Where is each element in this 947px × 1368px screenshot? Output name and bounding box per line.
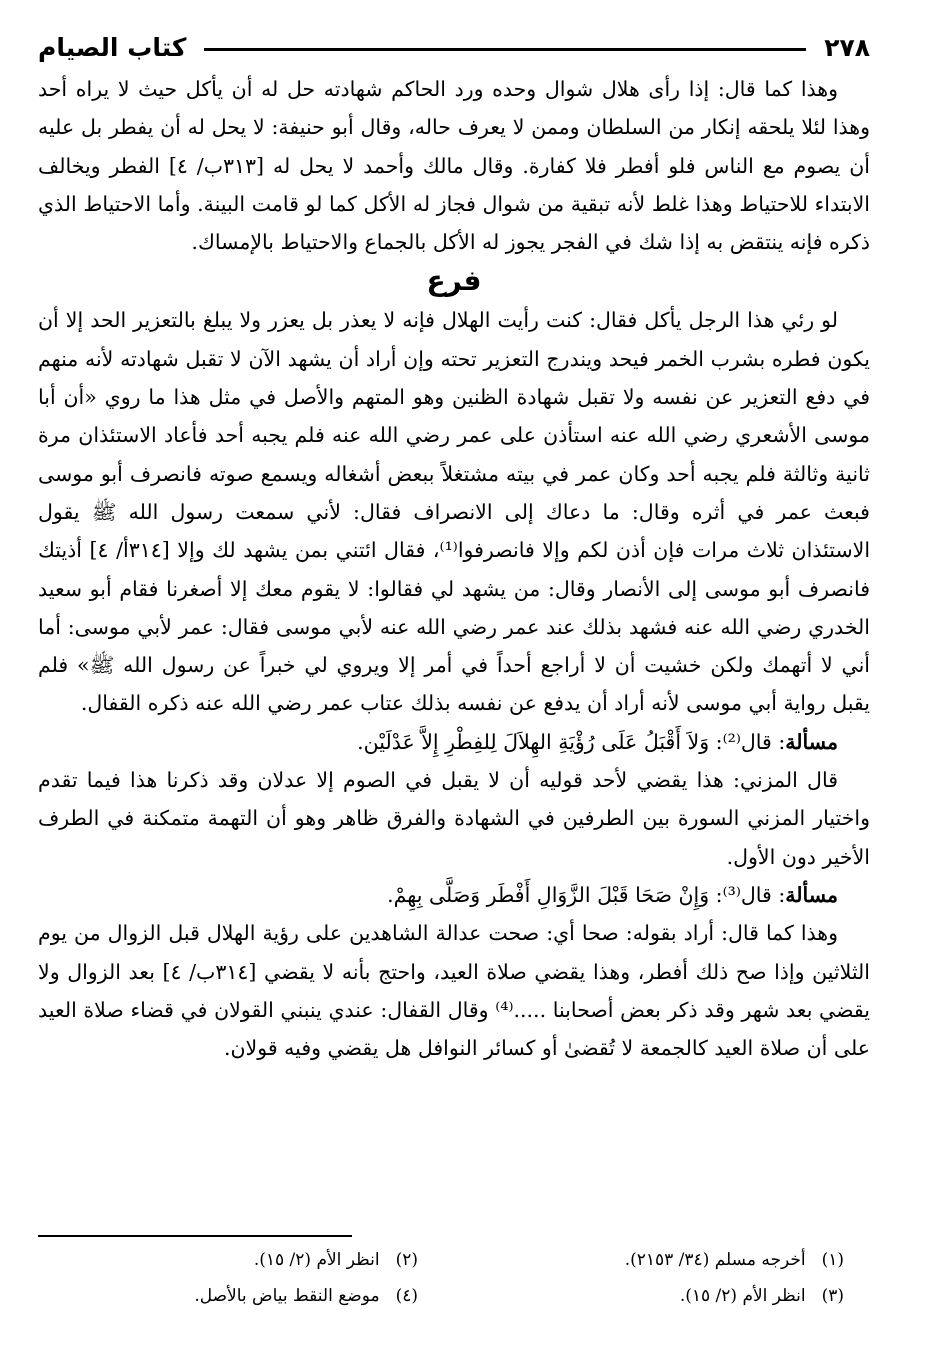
- book-page: [38, 24, 870, 1344]
- footnote-text: انظر الأم (٢/ ١٥).: [253, 1250, 380, 1270]
- masala-2-label: مسألة: [785, 882, 838, 907]
- footnote-2: [38, 1248, 444, 1272]
- footnotes: [38, 1248, 870, 1308]
- footnote-3: [464, 1284, 870, 1308]
- footnote-number: (٣): [821, 1286, 844, 1306]
- footnote-text: أخرجه مسلم (٣٤/ ٢١٥٣).: [624, 1250, 806, 1270]
- footnote-number: (٤): [395, 1286, 418, 1306]
- section-heading: فرع: [426, 264, 482, 298]
- paragraph-4: وهذا كما قال: أراد بقوله: صحا أي: صحت عدالة الشاهدين على رؤية الهلال قبل الزوال من يوم الثلاثين وإذا صح ذلك أفطر، وهذا يقضي صلاة العيد، واحتج بأنه لا يقضي [٣١٤ب/ ٤] بعد الزوال ولا يقضي بعد شهر وقد ذكر بعض أصحابنا .....⁽⁴⁾ وقال القفال: عندي ينبني القولان في قضاء صلاة العيد على أن صلاة العيد كالجمعة لا تُقضىٰ أو كسائر النوافل هل يقضي وفيه قولان.: [38, 921, 870, 1061]
- book-title: كتاب الصيام: [38, 32, 187, 62]
- masala-2: [38, 876, 870, 914]
- paragraph-1: وهذا كما قال: إذا رأى هلال شوال وحده ورد الحاكم شهادته حل له أن يأكل حيث لا يراه أحد وهذا لئلا يلحقه إنكار من السلطان وممن لا يعرف حاله، وقال أبو حنيفة: لا يحل له أن يفطر بل عليه أن يصوم مع الناس فلو أفطر فلا كفارة. وقال مالك وأحمد لا يحل له [٣١٣ب/ ٤] الفطر ويخالف الابتداء للاحتياط وهذا غلط لأنه تبقية من شوال فجاز له الأكل كما لو قامت البينة. وأما الاحتياط الذي ذكره فإنه ينتقض به إذا شك في الفجر يجوز له الأكل بالجماع والاحتياط بالإمساك.: [38, 77, 870, 255]
- paragraph-3: قال المزني: هذا يقضي لأحد قوليه أن لا يقبل في الصوم إلا عدلان وقد ذكرنا هذا فيما تقدم واختيار المزني السورة بين الطرفين في الشهادة والفرق ظاهر وهو أن التهمة متمكنة في الطرف الأخير دون الأول.: [38, 768, 870, 869]
- header-rule: [204, 48, 806, 51]
- footnote-text: موضع النقط بياض بالأصل.: [194, 1286, 380, 1306]
- footnote-number: (١): [821, 1250, 844, 1270]
- masala-1: [38, 723, 870, 761]
- footnote-text: انظر الأم (٢/ ١٥).: [679, 1286, 806, 1306]
- masala-1-label: مسألة: [785, 729, 838, 754]
- footnote-rule: [38, 1235, 352, 1237]
- masala-2-text: : قال⁽³⁾: وَإِنْ صَحَا قَبْلَ الزَّوَالِ أَفْطَر وَصَلَّى بِهِمْ.: [387, 882, 786, 907]
- paragraph-2: لو رئي هذا الرجل يأكل فقال: كنت رأيت الهلال فإنه لا يعذر بل يعزر ولا يبلغ بالتعزير الحد إلا أن يكون فطره بشرب الخمر فيحد ويندرج التعزير تحته وإن أراد أن يشهد الآن لا تقبل شهادته لأنه منهم في دفع التعزير عن نفسه ولا تقبل شهادة الظنين وهو المتهم والأصل في مثل هذا ما روي «أن أبا موسى الأشعري رضي الله عنه استأذن على عمر رضي الله عنه فلم يجبه أحد فأعاد الاستئذان مرة ثانية وثالثة فلم يجبه أحد وكان عمر في بيته مشتغلاً ببعض أشغاله ويسمع صوته فانصرف أبو موسى فبعث عمر في أثره وقال: ما دعاك إلى الانصراف فقال: لأني سمعت رسول الله ﷺ يقول الاستئذان ثلاث مرات فإن أذن لكم وإلا فانصرفوا⁽¹⁾، فقال ائتني بمن يشهد لك وإلا [٣١٤أ/ ٤] أذيتك فانصرف أبو موسى إلى الأنصار وقال: من يشهد لي فقالوا: لا يقوم معك إلا أصغرنا فقام أبو سعيد الخدري رضي الله عنه فشهد بذلك عند عمر رضي الله عنه لأبي موسى فقال: عمر لأبي موسى: أما أني لا أتهمك ولكن خشيت أن لا أراجع أحداً في أمر إلا ويروي لي خبراً عن رسول الله ﷺ» فلم يقبل رواية أبي موسى لأنه أراد أن يدفع عن نفسه بذلك عتاب عمر رضي الله عنه ذكره القفال.: [38, 308, 871, 716]
- page-number: ٢٧٨: [824, 32, 870, 62]
- footnote-1: [464, 1248, 870, 1272]
- page-header: [38, 24, 870, 70]
- masala-1-text: : قال⁽²⁾: وَلاَ أَقْبَلُ عَلَى رُؤْيَةِ الهِلاَلَ لِلفِطْرِ إِلاَّ عَدْلَيْن.: [357, 729, 786, 754]
- footnote-number: (٢): [395, 1250, 418, 1270]
- footnote-4: [38, 1284, 444, 1308]
